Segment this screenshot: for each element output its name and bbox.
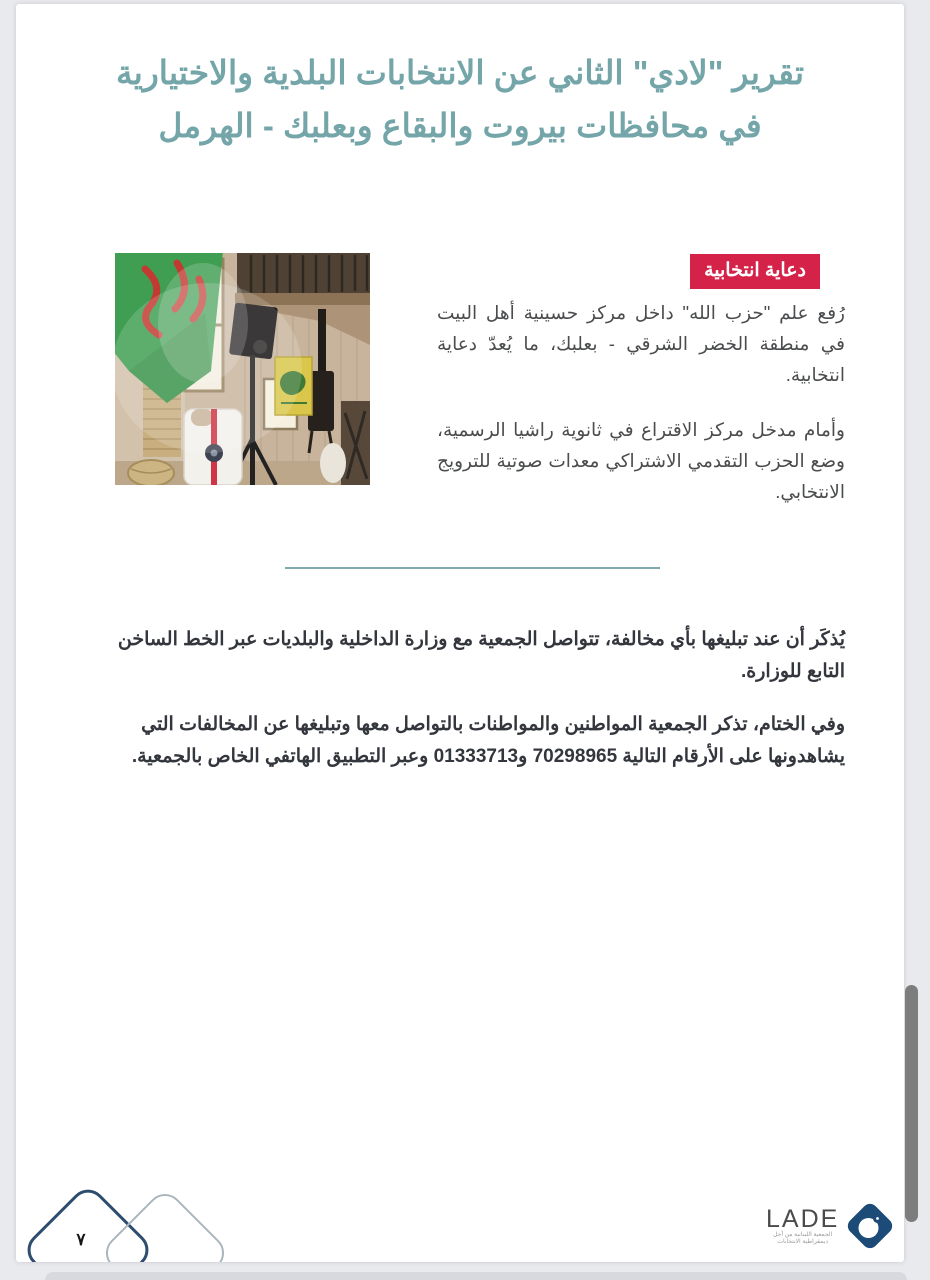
section-divider: [285, 567, 660, 569]
closing-body: [115, 624, 845, 773]
page-title: [16, 46, 904, 152]
page-title-line2: في محافظات بيروت والبقاع وبعلبك - الهرمل: [158, 107, 762, 144]
article-body: [437, 297, 845, 507]
page-number: ٧: [76, 1230, 86, 1249]
page-title-line1: تقرير "لادي" الثاني عن الانتخابات البلدية والاختيارية: [115, 54, 805, 91]
article-paragraph-1: رُفع علم "حزب الله" داخل مركز حسينية أهل البيت في منطقة الخضر الشرقي - بعلبك، ما يُعدّ دعاية انتخابية.: [437, 302, 845, 385]
report-page: [16, 4, 904, 1262]
lade-logo-subtitle-1: الجمعية اللبنانية من أجل: [773, 1232, 833, 1238]
article-photo: [115, 253, 370, 485]
closing-paragraph-2: وفي الختام، تذكر الجمعية المواطنين والمواطنات بالتواصل معها وتبليغها عن المخالفات التي يشاهدونها على الأرقام التالية 70298965 و01333713 وعبر التطبيق الهاتفي الخاص بالجمعية.: [131, 714, 845, 767]
lade-logo-subtitle-2: ديمقراطية الانتخابات: [777, 1239, 829, 1245]
lade-logo-text-block: [766, 1206, 839, 1246]
lade-logo-wordmark: LADE: [766, 1205, 840, 1233]
lade-logo: [766, 1200, 896, 1252]
next-page-edge: [45, 1272, 907, 1280]
scrollbar-thumb[interactable]: [905, 985, 918, 1222]
polling-center-photo-illustration: [115, 253, 370, 485]
lade-diamond-eye-icon: [844, 1200, 896, 1252]
closing-paragraph-1: يُذكَر أن عند تبليغها بأي مخالفة، تتواصل الجمعية مع وزارة الداخلية والبلديات عبر الخط الساخن التابع للوزارة.: [117, 629, 845, 682]
section-badge: دعاية انتخابية: [690, 254, 820, 289]
article-paragraph-2: وأمام مدخل مركز الاقتراع في ثانوية راشيا الرسمية، وضع الحزب التقدمي الاشتراكي معدات صوتية للترويج الانتخابي.: [437, 419, 845, 502]
